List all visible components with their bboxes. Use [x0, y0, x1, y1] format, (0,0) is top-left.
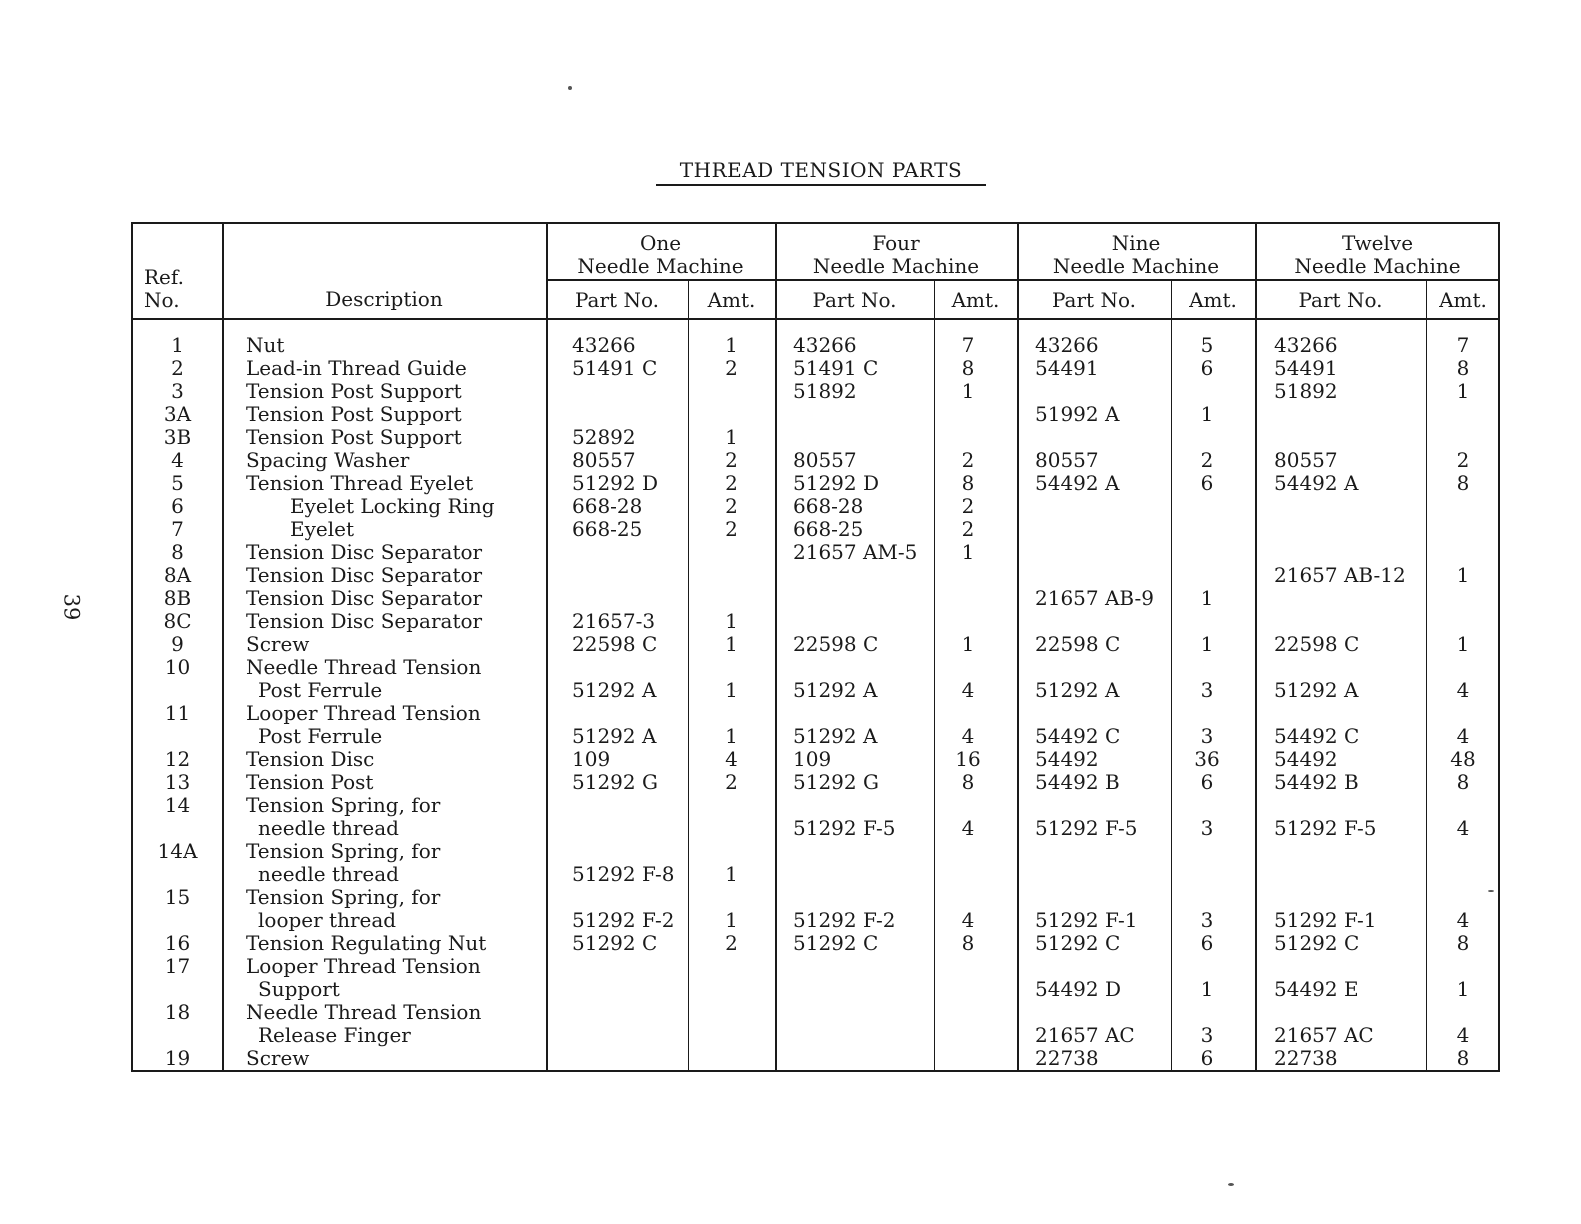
four-needle-amt: 1: [961, 540, 975, 564]
four-needle-amt: 2: [961, 517, 975, 541]
nine-needle-amt: 3: [1200, 724, 1214, 748]
nine-needle-amt: 6: [1200, 770, 1214, 794]
twelve-needle-amt: 7: [1456, 333, 1470, 357]
four-needle-part-no: 51292 C: [793, 931, 879, 955]
nine-needle-part-no: 80557: [1035, 448, 1099, 472]
machine-header-line2: Needle Machine: [812, 254, 980, 278]
nine-needle-part-no: 54492 D: [1035, 977, 1122, 1001]
one-needle-part-no: 51292 F-8: [572, 862, 675, 886]
part-description: Tension Spring, for: [246, 839, 441, 863]
four-needle-part-no: 22598 C: [793, 632, 879, 656]
divider-desc: [546, 224, 548, 1070]
machine-header-line2: Needle Machine: [1052, 254, 1220, 278]
nine-needle-amt: 6: [1200, 471, 1214, 495]
part-description: Lead-in Thread Guide: [246, 356, 467, 380]
nine-needle-part-no: 51992 A: [1035, 402, 1120, 426]
twelve-needle-part-no: 22598 C: [1274, 632, 1360, 656]
header-split-line: [546, 279, 1498, 281]
part-description: Needle Thread Tension: [246, 655, 482, 679]
machine-header-line1: Four: [872, 231, 920, 255]
amt-header: Amt.: [1189, 288, 1237, 312]
four-needle-amt: 4: [961, 908, 975, 932]
twelve-needle-part-no: 54492 E: [1274, 977, 1359, 1001]
nine-needle-header: [1017, 232, 1255, 278]
twelve-needle-header: [1255, 232, 1500, 278]
one-needle-part-no: 668-28: [572, 494, 643, 518]
ref-number: 12: [164, 747, 191, 771]
twelve-needle-amt: 4: [1456, 724, 1470, 748]
part-no-header: Part No.: [575, 288, 659, 312]
nine-needle-amt: 6: [1200, 1046, 1214, 1070]
twelve-needle-amt: 8: [1456, 1046, 1470, 1070]
four-needle-amt: 8: [961, 471, 975, 495]
amt-header: Amt.: [951, 288, 1000, 312]
one-needle-part-no: 51292 G: [572, 770, 658, 794]
header-bottom-line: [133, 318, 1498, 320]
nine-needle-amt: 3: [1200, 816, 1214, 840]
twelve-needle-amt: 1: [1456, 632, 1470, 656]
one-needle-part-no: 51292 F-2: [572, 908, 675, 932]
twelve-needle-part-no: 54491: [1274, 356, 1338, 380]
four-needle-part-no: 51491 C: [793, 356, 879, 380]
part-description: Tension Thread Eyelet: [246, 471, 474, 495]
part-description: Tension Post: [246, 770, 374, 794]
one-needle-part-no: 51292 A: [572, 678, 657, 702]
one-needle-amt: 1: [725, 908, 738, 932]
twelve-needle-part-no: 21657 AC: [1274, 1023, 1374, 1047]
part-description: Tension Disc: [246, 747, 375, 771]
four-needle-amt: 4: [961, 724, 975, 748]
ref-number: 2: [171, 356, 184, 380]
part-description: Tension Regulating Nut: [246, 931, 487, 955]
four-needle-part-no: 43266: [793, 333, 857, 357]
part-no-header: Part No.: [1052, 288, 1136, 312]
nine-needle-amt: 3: [1200, 908, 1214, 932]
nine-needle-part-no: 21657 AC: [1035, 1023, 1135, 1047]
nine-needle-part-no: 22738: [1035, 1046, 1099, 1070]
machine-header-line1: One: [639, 231, 682, 255]
one-needle-amt: 1: [725, 632, 738, 656]
nine-needle-part-no: 54492 A: [1035, 471, 1120, 495]
four-needle-part-no: 21657 AM-5: [793, 540, 918, 564]
part-description: Post Ferrule: [258, 724, 383, 748]
nine-needle-amt: 36: [1194, 747, 1220, 771]
part-description: Screw: [246, 1046, 310, 1070]
one-needle-amt: 2: [725, 448, 738, 472]
twelve-needle-part-no: 54492 C: [1274, 724, 1360, 748]
ref-number: 8A: [163, 563, 192, 587]
divider-four: [1017, 224, 1019, 1070]
one-needle-amt: 1: [725, 862, 738, 886]
ref-number: 7: [171, 517, 184, 541]
part-description: Eyelet: [290, 517, 355, 541]
part-description: Tension Disc Separator: [246, 586, 483, 610]
ref-number: 3A: [163, 402, 192, 426]
nine-needle-part-no: 54492 B: [1035, 770, 1120, 794]
parts-table: [131, 222, 1500, 1072]
four-needle-amt: 8: [961, 931, 975, 955]
nine-needle-amt: 1: [1200, 586, 1214, 610]
four-needle-part-no: 51292 A: [793, 678, 878, 702]
ref-number: 8B: [163, 586, 192, 610]
machine-header-line2: Needle Machine: [577, 254, 744, 278]
one-needle-part-no: 22598 C: [572, 632, 658, 656]
twelve-needle-amt: 1: [1456, 977, 1470, 1001]
four-needle-part-no: 109: [793, 747, 832, 771]
twelve-needle-part-no: 51292 F-1: [1274, 908, 1377, 932]
ref-number: 4: [171, 448, 184, 472]
ref-number: 13: [164, 770, 191, 794]
part-no-header: Part No.: [1298, 288, 1383, 312]
one-needle-part-no: 43266: [572, 333, 636, 357]
ref-number: 11: [164, 701, 191, 725]
four-needle-amt: 8: [961, 770, 975, 794]
nine-needle-amt: 5: [1200, 333, 1214, 357]
part-description: Tension Spring, for: [246, 885, 441, 909]
machine-header-line1: Nine: [1111, 231, 1161, 255]
nine-needle-part-no: 21657 AB-9: [1035, 586, 1154, 610]
ref-header-line1: Ref.: [144, 265, 184, 289]
one-needle-part-no: 109: [572, 747, 611, 771]
part-description: Support: [258, 977, 340, 1001]
ref-number: 16: [164, 931, 191, 955]
twelve-needle-amt: 1: [1456, 563, 1470, 587]
twelve-needle-part-no: 21657 AB-12: [1274, 563, 1406, 587]
twelve-needle-amt: 1: [1456, 379, 1470, 403]
nine-needle-amt: 2: [1200, 448, 1214, 472]
four-needle-part-no: 51892: [793, 379, 857, 403]
amt-header: Amt.: [1439, 288, 1487, 312]
nine-needle-part-no: 54492: [1035, 747, 1099, 771]
nine-needle-part-no: 54492 C: [1035, 724, 1121, 748]
twelve-needle-part-no: 80557: [1274, 448, 1338, 472]
part-description: Tension Post Support: [246, 379, 462, 403]
part-description: looper thread: [258, 908, 397, 932]
ref-number: 14A: [157, 839, 198, 863]
ref-number: 3B: [163, 425, 192, 449]
one-needle-part-no: 51491 C: [572, 356, 658, 380]
nine-needle-amt: 1: [1200, 632, 1214, 656]
one-needle-amt: 2: [725, 471, 738, 495]
one-needle-part-no: 52892: [572, 425, 636, 449]
one-needle-header: [546, 232, 775, 278]
description-header: Description: [325, 287, 443, 311]
one-needle-amt: 1: [725, 678, 738, 702]
part-description: Tension Post Support: [246, 402, 462, 426]
part-description: Needle Thread Tension: [246, 1000, 482, 1024]
twelve-needle-amt: 48: [1450, 747, 1476, 771]
nine-needle-amt: 6: [1200, 931, 1214, 955]
four-needle-part-no: 51292 F-5: [793, 816, 896, 840]
ref-number: 6: [171, 494, 184, 518]
ref-number: 1: [171, 333, 184, 357]
nine-needle-part-no: 51292 C: [1035, 931, 1121, 955]
nine-needle-part-no: 43266: [1035, 333, 1099, 357]
four-needle-part-no: 51292 D: [793, 471, 880, 495]
page-title: THREAD TENSION PARTS: [656, 158, 986, 186]
twelve-needle-part-no: 22738: [1274, 1046, 1338, 1070]
ref-number: 14: [164, 793, 191, 817]
one-needle-part-no: 80557: [572, 448, 636, 472]
part-description: Spacing Washer: [246, 448, 410, 472]
four-needle-part-no: 668-28: [793, 494, 864, 518]
twelve-needle-amt: 8: [1456, 356, 1470, 380]
twelve-needle-part-no: 54492: [1274, 747, 1338, 771]
four-needle-amt: 7: [961, 333, 975, 357]
four-needle-header: [775, 232, 1017, 278]
one-needle-amt: 1: [725, 425, 738, 449]
scan-speck: [1488, 890, 1494, 892]
nine-needle-part-no: 54491: [1035, 356, 1099, 380]
one-needle-amt: 1: [725, 333, 738, 357]
four-needle-amt: 16: [955, 747, 981, 771]
part-description: Tension Spring, for: [246, 793, 441, 817]
four-needle-part-no: 51292 F-2: [793, 908, 896, 932]
four-needle-amt: 1: [961, 379, 975, 403]
divider-one: [775, 224, 777, 1070]
nine-needle-part-no: 51292 F-1: [1035, 908, 1138, 932]
machine-header-line1: Twelve: [1341, 231, 1414, 255]
twelve-needle-amt: 2: [1456, 448, 1470, 472]
nine-needle-amt: 6: [1200, 356, 1214, 380]
one-needle-part-no: 668-25: [572, 517, 643, 541]
four-needle-amt: 2: [961, 448, 975, 472]
ref-number: 8C: [163, 609, 192, 633]
four-needle-part-no: 668-25: [793, 517, 864, 541]
ref-number: 15: [164, 885, 191, 909]
nine-needle-part-no: 51292 A: [1035, 678, 1120, 702]
twelve-needle-amt: 8: [1456, 471, 1470, 495]
ref-number: 18: [164, 1000, 191, 1024]
scan-speck: [568, 86, 572, 90]
nine-needle-amt: 3: [1200, 1023, 1214, 1047]
part-description: Tension Post Support: [246, 425, 462, 449]
one-needle-part-no: 51292 C: [572, 931, 658, 955]
nine-needle-amt: 1: [1200, 977, 1214, 1001]
twelve-needle-amt: 4: [1456, 1023, 1470, 1047]
one-needle-amt: 2: [725, 356, 738, 380]
ref-number: 8: [171, 540, 184, 564]
twelve-needle-amt: 4: [1456, 816, 1470, 840]
nine-needle-amt: 3: [1200, 678, 1214, 702]
one-needle-amt: 2: [725, 770, 738, 794]
ref-header: [144, 266, 214, 312]
page-number: 39: [59, 593, 84, 621]
part-description: Tension Disc Separator: [246, 563, 483, 587]
part-description: needle thread: [258, 816, 399, 840]
part-description: Tension Disc Separator: [246, 609, 483, 633]
part-description: Looper Thread Tension: [246, 701, 481, 725]
part-description: Looper Thread Tension: [246, 954, 481, 978]
four-needle-amt: 4: [961, 816, 975, 840]
nine-needle-part-no: 51292 F-5: [1035, 816, 1138, 840]
scan-speck: [1228, 1183, 1234, 1186]
machine-header-line2: Needle Machine: [1294, 254, 1461, 278]
four-needle-amt: 4: [961, 678, 975, 702]
one-needle-amt: 2: [725, 931, 738, 955]
four-needle-amt: 1: [961, 632, 975, 656]
part-description: Tension Disc Separator: [246, 540, 483, 564]
twelve-needle-amt: 8: [1456, 931, 1470, 955]
one-needle-amt: 2: [725, 517, 738, 541]
twelve-needle-part-no: 51292 C: [1274, 931, 1360, 955]
four-needle-amt: 2: [961, 494, 975, 518]
ref-number: 5: [171, 471, 184, 495]
four-needle-part-no: 51292 G: [793, 770, 879, 794]
part-description: Release Finger: [258, 1023, 411, 1047]
twelve-needle-amt: 4: [1456, 908, 1470, 932]
ref-number: 17: [164, 954, 191, 978]
twelve-needle-part-no: 54492 A: [1274, 471, 1359, 495]
twelve-needle-part-no: 54492 B: [1274, 770, 1359, 794]
one-needle-part-no: 51292 D: [572, 471, 659, 495]
one-needle-part-no: 51292 A: [572, 724, 657, 748]
part-description: Post Ferrule: [258, 678, 383, 702]
part-description: needle thread: [258, 862, 399, 886]
twelve-needle-part-no: 51292 A: [1274, 678, 1359, 702]
twelve-needle-amt: 8: [1456, 770, 1470, 794]
ref-number: 9: [171, 632, 184, 656]
one-needle-amt: 1: [725, 609, 738, 633]
part-no-header: Part No.: [812, 288, 897, 312]
four-needle-part-no: 80557: [793, 448, 857, 472]
one-needle-part-no: 21657-3: [572, 609, 656, 633]
divider-ref: [222, 224, 224, 1070]
ref-number: 10: [164, 655, 191, 679]
ref-number: 19: [164, 1046, 191, 1070]
twelve-needle-amt: 4: [1456, 678, 1470, 702]
twelve-needle-part-no: 51292 F-5: [1274, 816, 1377, 840]
part-description: Nut: [246, 333, 285, 357]
one-needle-amt: 2: [725, 494, 738, 518]
four-needle-amt: 8: [961, 356, 975, 380]
ref-number: 3: [171, 379, 184, 403]
nine-needle-part-no: 22598 C: [1035, 632, 1121, 656]
one-needle-amt: 1: [725, 724, 738, 748]
one-needle-amt: 4: [725, 747, 738, 771]
four-needle-part-no: 51292 A: [793, 724, 878, 748]
part-description: Screw: [246, 632, 310, 656]
nine-needle-amt: 1: [1200, 402, 1214, 426]
twelve-needle-part-no: 51892: [1274, 379, 1338, 403]
ref-header-line2: No.: [144, 288, 180, 312]
twelve-needle-part-no: 43266: [1274, 333, 1338, 357]
amt-header: Amt.: [707, 288, 756, 312]
divider-nine: [1255, 224, 1257, 1070]
part-description: Eyelet Locking Ring: [290, 494, 495, 518]
